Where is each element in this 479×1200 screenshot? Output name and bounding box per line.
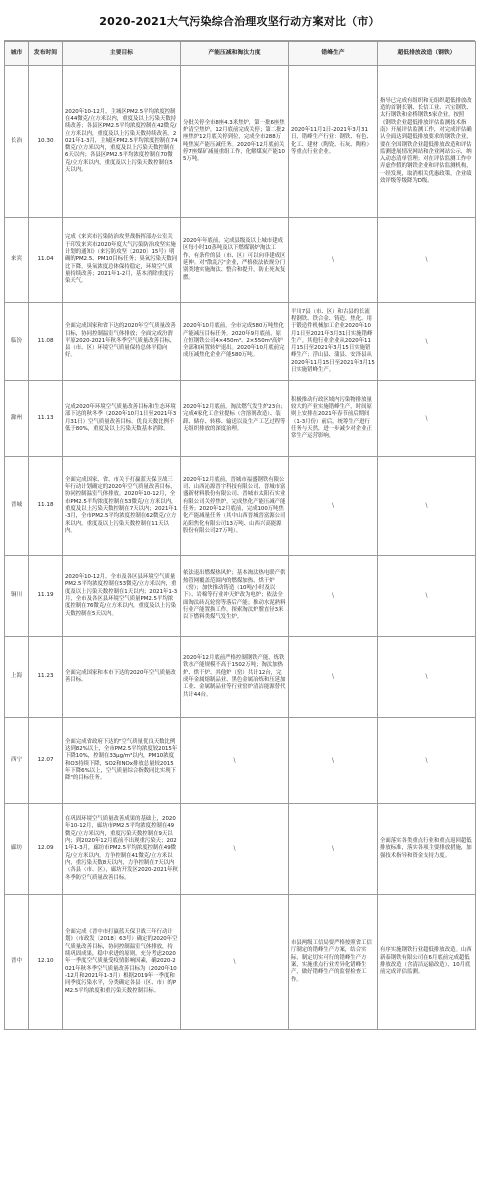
table-row bbox=[5, 303, 476, 381]
city-cell-text: 晋城 bbox=[10, 502, 23, 509]
ultra-low-emission-cell-text: 指导已完成有组织和无组织超低排放改造的首钢长钢、长信工业、兴宝钢铁、太行钢铁和金桥钢铁5家企业，按照《钢铁企业超低排放评估监测技术指南》开展评估监测工作，对完成评估确认全面达到超低排放要求的钢铁企业，要在全国钢铁企业超低排放改造和评估监测进展情况网站和企业网站公示，纳入动态清单管理；对在评估监测工作中弄虚作假的钢铁企业和评估监测机构，一经发现，取消相关优惠政策，企业绩效评级等级降为D级。 bbox=[380, 97, 472, 184]
ultra-low-emission-cell-text: \ bbox=[425, 673, 428, 681]
date-cell bbox=[29, 457, 63, 556]
table-row bbox=[5, 637, 476, 718]
city-cell-text: 铜川 bbox=[10, 592, 23, 599]
table-row bbox=[5, 457, 476, 556]
city-cell-text: 来宾 bbox=[10, 256, 23, 263]
main-goal-cell-text: 全面完成国家和本市下达的2020年空气质量改善目标。 bbox=[65, 669, 176, 683]
table-row bbox=[5, 556, 476, 637]
ultra-low-emission-cell bbox=[378, 66, 476, 218]
city-cell bbox=[5, 804, 29, 895]
date-cell-text: 12.10 bbox=[37, 958, 54, 965]
date-cell-text: 12.07 bbox=[37, 756, 54, 763]
ultra-low-emission-cell-text: \ bbox=[425, 592, 428, 600]
main-goal-cell bbox=[63, 637, 181, 718]
date-cell bbox=[29, 303, 63, 381]
ultra-low-emission-cell-text: \ bbox=[425, 337, 428, 345]
peak-shift-cell bbox=[289, 457, 378, 556]
ultra-low-emission-cell-text: \ bbox=[425, 256, 428, 264]
peak-shift-cell-text: \ bbox=[331, 845, 335, 853]
main-goal-cell bbox=[63, 381, 181, 457]
city-cell-text: 临汾 bbox=[10, 337, 23, 344]
capacity-reduction-cell bbox=[181, 804, 289, 895]
table-row bbox=[5, 381, 476, 457]
city-cell bbox=[5, 457, 29, 556]
capacity-reduction-cell-text: 依法退出燃煤热风炉；基本淘汰热电联产供热管网覆盖范围内的燃煤加热、烘干炉（窑）；加快推动铸造（10吨/小时及以下）、岩棉等行业冲天炉改为电炉；依法全面淘汰砖瓦轮窑等落后产能；推动水泥熟料行业产能置换工作，探索淘汰炉膛直径3米以下燃料类煤气发生炉。 bbox=[183, 570, 286, 621]
capacity-reduction-cell-text: 2020年12月底前严格控制钢铁产能，炼铁铁水产能规模不高于1502万吨；淘汰加热炉、烘干炉、其他炉（窑）共计12台，完成年金属熔制品业、黑色金属冶炼和压延加工业、金属制品业等行业窑炉清洁能源替代共计44台。 bbox=[183, 655, 286, 698]
ultra-low-emission-cell bbox=[378, 718, 476, 804]
main-goal-cell-text: 全面完成《晋中市打赢蓝天保卫战三年行动计划》（市政发〔2018〕63号）确定的2020年空气质量改善目标，协同控制温室气体排放，持续巩固成果，稳中求进的原则，充分考虑2020年一季度空气质量受疫情影响因素，确2020-2021年秋冬季空气质量改善目标为（2020年10-12月和2021年1-3月）根据2019年一季度和同季度污染水平，分类确定各县（区、市）的PM2.5平均浓度和重污染天数控制目标。 bbox=[65, 929, 178, 994]
city-cell bbox=[5, 218, 29, 303]
peak-shift-cell-text: \ bbox=[331, 673, 335, 681]
table-header-row bbox=[5, 42, 476, 66]
table-row bbox=[5, 895, 476, 1030]
main-goal-cell bbox=[63, 895, 181, 1030]
city-cell bbox=[5, 303, 29, 381]
capacity-reduction-cell bbox=[181, 718, 289, 804]
main-goal-cell bbox=[63, 303, 181, 381]
peak-shift-cell-text: 平川7县（市、区）和古县的长流程钢铁、铁合金、铸造、焦化、用于锻造件机械加工企业2020年10月1日至2021年3月31日实施错峰生产。其他行业企业从2020年11月15日至2021年3月15日实施错峰生产；浮山县、蒲县、安泽县从2020年11月15日至2021年3月15日实施错峰生产。 bbox=[291, 308, 375, 374]
city-cell-text: 西宁 bbox=[10, 756, 23, 763]
date-cell-text: 11.08 bbox=[37, 337, 54, 344]
main-goal-cell-text: 全面完成国家、省、市关于打赢蓝天保卫战三年行动计划确定的2020年空气质量改善目标，协同控制温室气体排放。2020年10-12月，全市PM2.5平均浓度控制在53微克/立方米以内，重度及以上污染天数控制在7天以内；2021年1-3月，全市PM2.5平均浓度控制在62微克/立方米以内，重度及以上污染天数控制在11天以内。 bbox=[65, 476, 178, 534]
ultra-low-emission-cell-text: 有序实施钢铁行业超低排放改造。山西新泰钢铁有限公司在6月底前完成超低排放改造（含清洁运输改造），10月底前完成评估监测。 bbox=[380, 947, 472, 976]
peak-shift-cell-text: \ bbox=[331, 592, 335, 600]
date-cell-text: 11.18 bbox=[37, 502, 54, 509]
main-goal-cell bbox=[63, 718, 181, 804]
capacity-reduction-cell bbox=[181, 637, 289, 718]
city-cell-text: 晋中 bbox=[10, 958, 23, 965]
date-cell-text: 11.23 bbox=[37, 673, 54, 680]
capacity-reduction-cell-text: \ bbox=[233, 756, 236, 764]
peak-shift-cell bbox=[289, 637, 378, 718]
main-goal-cell-text: 全面完成国家和省下达的2020年空气质量改善目标，协同控制温室气体排放；全面完成汾渭平原2020-2021年秋冬季空气质量改善目标，县（市、区）环境空气质量保持总体平稳向好。 bbox=[65, 323, 176, 359]
peak-shift-cell-text: \ bbox=[331, 256, 335, 264]
peak-shift-cell bbox=[289, 804, 378, 895]
ultra-low-emission-cell bbox=[378, 218, 476, 303]
main-goal-cell-text: 2020年10-12月，主城区PM2.5平均浓度控制在44微克/立方米以内，重度及以上污染天数持续改善；各县区PM2.5平均浓度控制在42微克/立方米以内，重度及以上污染天数持续改善。2021年1-3月，主城区PM2.5平均浓度控制在74微克/立方米以内，重度及以上污染天数控制在6天以内；各县区PM2.5平均浓度控制在70微克/立方米以内，重度及以上污染天数控制在5天以内。 bbox=[65, 108, 178, 174]
ultra-low-emission-cell bbox=[378, 381, 476, 457]
table-row bbox=[5, 804, 476, 895]
peak-shift-cell bbox=[289, 303, 378, 381]
city-cell bbox=[5, 895, 29, 1030]
main-goal-cell bbox=[63, 457, 181, 556]
city-cell bbox=[5, 637, 29, 718]
main-goal-cell bbox=[63, 218, 181, 303]
table-row bbox=[5, 66, 476, 218]
ultra-low-emission-cell-text: 全面落实各类重点行业和重点返回超低排放标准，落实各项主要排放措施，加强技术指导和资金支持力度。 bbox=[380, 838, 472, 859]
header-capacity-reduction: 产能压减和淘汰力度 bbox=[181, 42, 289, 66]
ultra-low-emission-cell-text: \ bbox=[425, 502, 428, 510]
peak-shift-cell bbox=[289, 66, 378, 218]
ultra-low-emission-cell bbox=[378, 556, 476, 637]
date-cell bbox=[29, 637, 63, 718]
main-goal-cell-text: 完成2020年环境空气质量改善目标和生态环境部下达的秋冬季（2020年10月1日至2021年3月31日）空气质量改善目标。优良天数比例不低于80%，重度及以上污染天数基本消除。 bbox=[65, 403, 177, 432]
ultra-low-emission-cell bbox=[378, 895, 476, 1030]
header-city: 城市 bbox=[5, 42, 29, 66]
capacity-reduction-cell-text: 2020年12月底前，晋城市福盛钢铁有限公司、山西沁源晋宇科技有限公司、晋城市富盛新材料股份有限公司、晋城市太阳石实业有限公司关停焦炉，完成焦化产能压减产能任务；2020年12月底前，完成100万吨焦化产能减量任务（其中山西晋城晋富源公司沁阳焦化有限公司13万吨、山西兴高能源股份有限公司27万吨）。 bbox=[183, 476, 286, 534]
header-peak-shift-production: 错峰生产 bbox=[289, 42, 378, 66]
date-cell bbox=[29, 218, 63, 303]
city-cell-text: 廊坊 bbox=[10, 845, 23, 852]
date-cell bbox=[29, 66, 63, 218]
ultra-low-emission-cell bbox=[378, 457, 476, 556]
main-goal-cell bbox=[63, 556, 181, 637]
city-cell-text: 上海 bbox=[10, 673, 23, 680]
date-cell bbox=[29, 381, 63, 457]
peak-shift-cell bbox=[289, 718, 378, 804]
peak-shift-cell-text: \ bbox=[331, 756, 335, 764]
header-date: 发布时间 bbox=[29, 42, 63, 66]
capacity-reduction-cell bbox=[181, 556, 289, 637]
capacity-reduction-cell bbox=[181, 303, 289, 381]
date-cell bbox=[29, 895, 63, 1030]
capacity-reduction-cell-text: 分批关停全市8座4.3米焦炉，第一批6座焦炉清空焦炉，12月底前完成关停；第二批2座焦炉12月底关停到位，完成全市288万吨焦炭产能压减任务。2020年12月底前关停7座煤矿减量重组工作，化解煤炭产能105万吨。 bbox=[183, 119, 285, 163]
comparison-table bbox=[4, 41, 476, 1030]
page-title: 2020-2021大气污染综合治理攻坚行动方案对比（市） bbox=[4, 4, 475, 41]
capacity-reduction-cell-text: \ bbox=[233, 958, 236, 966]
city-cell bbox=[5, 381, 29, 457]
city-cell bbox=[5, 66, 29, 218]
ultra-low-emission-cell bbox=[378, 804, 476, 895]
peak-shift-cell bbox=[289, 218, 378, 303]
peak-shift-cell bbox=[289, 895, 378, 1030]
header-ultra-low-emission: 超低排放改造（钢铁） bbox=[378, 42, 476, 66]
header-main-goal: 主要目标 bbox=[63, 42, 181, 66]
ultra-low-emission-cell bbox=[378, 637, 476, 718]
table-row bbox=[5, 218, 476, 303]
city-cell bbox=[5, 718, 29, 804]
main-goal-cell-text: 全面完成省政府下达的"空气质量优良天数比例达到82%以上，全市PM2.5平均浓度较2015年下降10%，控制在33μg/m³以内，PM10浓度和O3持续下降，SO2和NOx排放总量较2015年下降6%以上，空气质量综合指数同比实现下降"的目标任务。 bbox=[65, 738, 178, 782]
main-goal-cell-text: 完成《来宾市污染防治攻坚战指挥部办公室关于印发来宾市2020年度大气污染防治攻坚实施计划的通知》（来污防攻坚〔2020〕15号）明确的PM2.5、PM10目标任务；臭氧污染天数同比下降，臭氧浓度总体保持稳定，环境空气质量持续改善；2021年1-2月，基本消除重度污染天气。 bbox=[65, 234, 178, 285]
capacity-reduction-cell bbox=[181, 218, 289, 303]
capacity-reduction-cell-text: 2020年10月底前，全市完成580万吨焦化产能减压目标任务。2020年9月底前，原立恒钢铁公司4×450m³、2×550m³高炉全部和闲置转炉退出。2020年10月底前完成压减焦化企业产能580万吨。 bbox=[183, 323, 285, 359]
ultra-low-emission-cell-text: \ bbox=[425, 756, 428, 764]
main-goal-cell-text: 2020年10-12月，全市及各区县环境空气质量PM2.5平均浓度控制在53微克/立方米以内，重度及以上污染天数控制在1天以内；2021年1-3月，全市及各区县环境空气质量PM2.5平均浓度控制在76微克/立方米以内，重度及以上污染天数控制在5天以内。 bbox=[65, 574, 178, 617]
capacity-reduction-cell bbox=[181, 895, 289, 1030]
date-cell-text: 11.13 bbox=[37, 414, 54, 421]
main-goal-cell-text: 在巩固环境空气质量改善成果的基础上，2020年10-12月，廊坊市PM2.5平均浓度控制在49微克/立方米以内，重度污染天数控制在9天以内；到2020年12月底前不出现重污染天；2021年1-3月，廊坊市PM2.5平均浓度控制在49微克/立方米以内，力争控制在41微克/立方米以内，重污染天数8天以内，力争控制在7天以内（各县（市、区），廊坊开发区2020-2021年秋冬季防空气质量改善目标。 bbox=[65, 816, 178, 881]
peak-shift-cell-text: 市县两级工信局要严格按照省工信厅制定的错峰生产方案，结合实际，制定切实可行的错峰生产方案，实施重点行业差异化错峰生产，做好错峰生产的监督检查工作。 bbox=[291, 940, 372, 983]
ultra-low-emission-cell bbox=[378, 303, 476, 381]
date-cell-text: 12.09 bbox=[37, 845, 54, 852]
ultra-low-emission-cell-text: \ bbox=[425, 414, 428, 422]
date-cell-text: 11.04 bbox=[37, 256, 54, 263]
city-cell-text: 滁州 bbox=[10, 414, 23, 421]
city-cell bbox=[5, 556, 29, 637]
date-cell-text: 10.30 bbox=[37, 137, 54, 144]
capacity-reduction-cell-text: 2020年12月底前，淘汰燃气发生炉23台；完成4家化工企业提标（含溶剂改造）、装卸、储存、转移、输送以及生产工艺过程等无组织排放的深度治理。 bbox=[183, 403, 286, 432]
capacity-reduction-cell-text: \ bbox=[233, 845, 236, 853]
capacity-reduction-cell bbox=[181, 66, 289, 218]
peak-shift-cell-text: 2020年11月1日-2021年3月31日，错峰生产行业：钢铁、有色、化工、建材（陶瓷、石灰、陶粒）等重点行业企业。 bbox=[291, 126, 372, 155]
capacity-reduction-cell-text: 2020年年底前，完成县级及以上城市建成区每小时10蒸吨及以下燃煤锅炉淘汰工作，有条件的县（市、区）可以向非建成区延伸。对"散乱污"企业，严格依法依规分门别类地实施淘汰、整合和提升，防止死灰复燃。 bbox=[183, 238, 286, 281]
date-cell-text: 11.19 bbox=[37, 592, 54, 599]
capacity-reduction-cell bbox=[181, 381, 289, 457]
main-goal-cell bbox=[63, 66, 181, 218]
peak-shift-cell-text: \ bbox=[331, 502, 335, 510]
peak-shift-cell bbox=[289, 381, 378, 457]
date-cell bbox=[29, 804, 63, 895]
table-row bbox=[5, 718, 476, 804]
peak-shift-cell bbox=[289, 556, 378, 637]
peak-shift-cell-text: 积极推动行政区域内污染物排放量较大的产业实施错峰生产，时间原则上安排在2021年春节前后期间（1-3月份）前后，统筹生产进行任务与天然，进一步减少对企业正常生产运营影响。 bbox=[291, 396, 372, 440]
main-goal-cell bbox=[63, 804, 181, 895]
date-cell bbox=[29, 718, 63, 804]
city-cell-text: 长治 bbox=[10, 137, 23, 144]
capacity-reduction-cell bbox=[181, 457, 289, 556]
date-cell bbox=[29, 556, 63, 637]
